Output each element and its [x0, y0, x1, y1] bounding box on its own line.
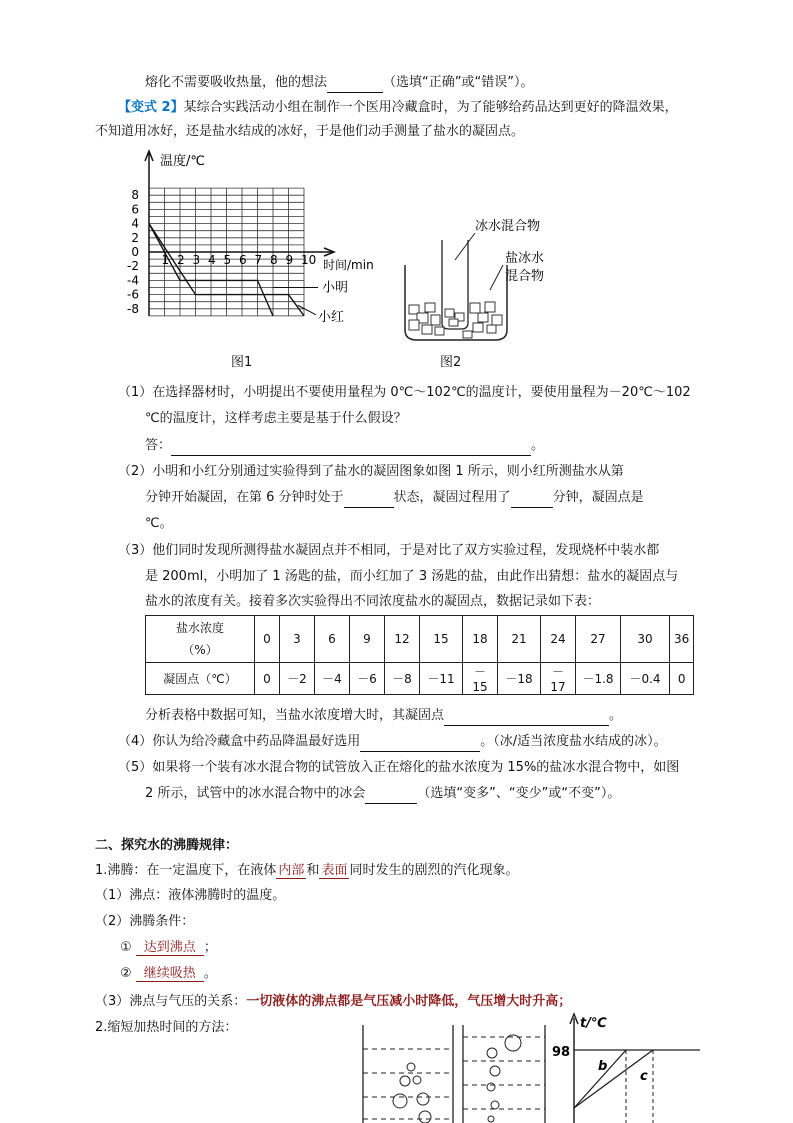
- text-line: （2）沸腾条件：: [95, 914, 195, 929]
- freezing-chart: [125, 145, 390, 370]
- answer-blank[interactable]: [344, 491, 394, 508]
- series-label-xiaohong: 小红: [318, 309, 345, 325]
- label-ice-water: 冰水混合物: [475, 219, 541, 234]
- q3-line: （3）他们同时发现所测得盐水凝固点并不相同，于是对比了双方实验过程，发现烧杯中装水都: [118, 543, 660, 558]
- q3-analysis: 分析表格中数据可知，当盐水浓度增大时，其凝固点 。: [145, 706, 622, 726]
- x-tick-label: 2: [177, 253, 185, 267]
- table-cell: 0: [670, 663, 694, 695]
- answer-blank[interactable]: [360, 735, 480, 752]
- table-cell: －17: [541, 663, 576, 695]
- table-cell: 21: [498, 616, 541, 663]
- table-cell: －4: [315, 663, 350, 695]
- q5-line: 2 所示，试管中的冰水混合物中的冰会 （选填“变多”、“变少”或“不变”）。: [145, 784, 620, 804]
- text-line: ② 继续吸热 。: [120, 966, 217, 981]
- y-tick-label: 0: [131, 245, 139, 259]
- x-tick-label: 3: [192, 253, 201, 267]
- text-line: 1.沸腾：在一定温度下，在液体 内部 和 表面 同时发生的剧烈的汽化现象。: [95, 863, 519, 878]
- y-axis-label: 温度/℃: [160, 154, 205, 169]
- table-cell: 15: [420, 616, 463, 663]
- table-cell: 24: [541, 616, 576, 663]
- table-row: [146, 616, 694, 663]
- answer-blank[interactable]: [365, 787, 417, 804]
- y-tick-label: -8: [127, 301, 139, 316]
- y-tick-label: 6: [131, 202, 139, 217]
- answer-blank[interactable]: [171, 439, 531, 456]
- y-axis-label: t/℃: [580, 1016, 607, 1031]
- table-row: [146, 663, 694, 695]
- section-title: 二、探究水的沸腾规律：: [95, 838, 239, 853]
- q2-line: （2）小明和小红分别通过实验得到了盐水的凝固图象如图 1 所示，则小红所测盐水从第: [118, 464, 624, 479]
- y-tick-label: -6: [127, 287, 139, 302]
- table-cell: 0: [255, 616, 280, 663]
- x-tick-label: 8: [270, 253, 278, 267]
- table-cell: 18: [463, 616, 498, 663]
- label-salt-ice-water-a: 盐冰水: [505, 251, 545, 266]
- variant-2-intro: 【变式 2】某综合实践活动小组在制作一个医用冷藏盒时，为了能够给药品达到更好的降温效果，: [118, 100, 678, 115]
- q2-line: 分钟开始凝固，在第 6 分钟时处于 状态，凝固过程用了 分钟，凝固点是: [145, 488, 644, 508]
- boiling-beakers: [355, 1025, 555, 1123]
- table-cell: 30: [621, 616, 670, 663]
- table-cell: －8: [385, 663, 420, 695]
- x-tick-label: 5: [223, 253, 232, 267]
- table-header-cell: 盐水浓度 （%）: [146, 616, 255, 663]
- text-line: （3）沸点与气压的关系：一切液体的沸点都是气压减小时降低，气压增大时升高；: [95, 994, 572, 1009]
- table-cell: －6: [350, 663, 385, 695]
- table-cell: 36: [670, 616, 694, 663]
- y-tick-label: 4: [131, 216, 139, 231]
- answer-blank[interactable]: [327, 76, 383, 93]
- q4-line: （4）你认为给冷藏盒中药品降温最好选用 。（冰/适当浓度盐水结成的冰）。: [118, 732, 667, 752]
- table-cell: －15: [463, 663, 498, 695]
- answer-blank[interactable]: [511, 491, 553, 508]
- x-tick-label: 6: [239, 253, 247, 267]
- table-cell: 0: [255, 663, 280, 695]
- table-cell: －11: [420, 663, 463, 695]
- q1-answer: 答： 。: [145, 436, 544, 456]
- table-cell: 12: [385, 616, 420, 663]
- x-tick-label: 4: [208, 253, 216, 267]
- ice-cubes: [409, 302, 502, 338]
- figure-caption: 图2: [440, 355, 462, 370]
- table-cell: 3: [280, 616, 315, 663]
- q1-line: （1）在选择器材时，小明提出不要使用量程为 0℃～102℃的温度计，要使用量程为－20℃～102: [118, 385, 691, 400]
- x-tick-label: 7: [254, 253, 263, 267]
- q2-line: ℃。: [145, 516, 173, 531]
- x-tick-label: 1: [161, 253, 170, 267]
- x-tick-label: 10: [301, 253, 317, 267]
- table-cell: －0.4: [621, 663, 670, 695]
- text-line: 2.缩短加热时间的方法：: [95, 1020, 238, 1035]
- table-header-cell: 凝固点（℃）: [146, 663, 255, 695]
- series-label-xiaoming: 小明: [322, 280, 349, 296]
- table-cell: －18: [498, 663, 541, 695]
- x-tick-label: 9: [285, 253, 294, 267]
- table-cell: 27: [576, 616, 621, 663]
- text-line: 不知道用冰好，还是盐水结成的冰好，于是他们动手测量了盐水的凝固点。: [95, 124, 525, 139]
- answer-blank[interactable]: [444, 709, 609, 726]
- y-tick-label: -2: [127, 259, 139, 274]
- q5-line: （5）如果将一个装有冰水混合物的试管放入正在熔化的盐水浓度为 15%的盐冰水混合物中，如图: [118, 760, 680, 775]
- figure-caption: 图1: [231, 355, 253, 370]
- table-cell: －1.8: [576, 663, 621, 695]
- text-line: （1）沸点：液体沸腾时的温度。: [95, 888, 286, 903]
- text-line: 熔化不需要吸收热量，他的想法 （选填“正确”或“错误”）。: [145, 73, 533, 93]
- x-axis-label: 时间/min: [323, 258, 374, 272]
- line-b-label: b: [598, 1059, 608, 1074]
- bubbles: [393, 1035, 521, 1123]
- y-tick-label: 8: [131, 188, 139, 203]
- text-line: ① 达到沸点 ；: [120, 940, 217, 955]
- q3-line: 是 200ml，小明加了 1 汤匙的盐，而小红加了 3 汤匙的盐，由此作出猜想：盐水的凝固点与: [145, 569, 679, 584]
- label-salt-ice-water-b: 混合物: [505, 269, 545, 284]
- q1-line: ℃的温度计，这样考虑主要是基于什么假设？: [145, 411, 407, 426]
- table-cell: 9: [350, 616, 385, 663]
- tick-98: 98: [552, 1045, 571, 1060]
- boiling-temp-graph: [550, 1010, 710, 1123]
- line-c-label: c: [640, 1069, 648, 1084]
- salt-concentration-table: [145, 615, 694, 695]
- table-cell: 6: [315, 616, 350, 663]
- q3-line: 盐水的浓度有关。接着多次实验得出不同浓度盐水的凝固点，数据记录如下表：: [145, 594, 601, 609]
- beaker-diagram: [395, 205, 565, 350]
- y-tick-label: -4: [127, 273, 139, 288]
- y-tick-label: 2: [131, 230, 139, 245]
- table-cell: －2: [280, 663, 315, 695]
